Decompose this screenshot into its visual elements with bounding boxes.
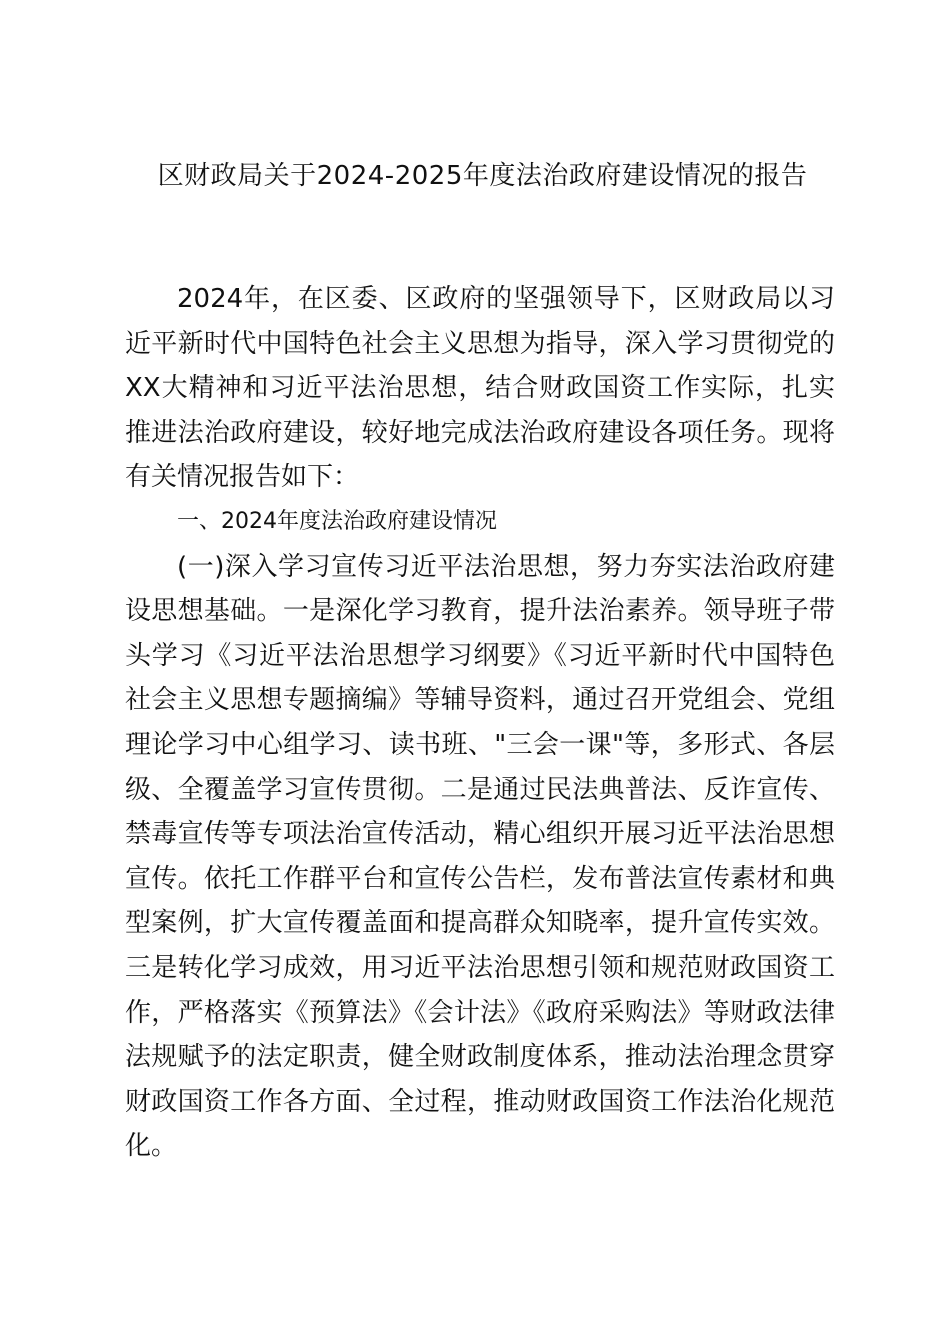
document-body bbox=[125, 277, 835, 1169]
intro-paragraph: 2024年，在区委、区政府的坚强领导下，区财政局以习近平新时代中国特色社会主义思想为指导，深入学习贯彻党的XX大精神和习近平法治思想，结合财政国资工作实际，扎实推进法治政府建设，较好地完成法治政府建设各项任务。现将有关情况报告如下： bbox=[125, 284, 835, 493]
document-title: 区财政局关于2024-2025年度法治政府建设情况的报告 bbox=[157, 161, 808, 191]
body-paragraph: (一)深入学习宣传习近平法治思想，努力夯实法治政府建设思想基础。一是深化学习教育，提升法治素养。领导班子带头学习《习近平法治思想学习纲要》《习近平新时代中国特色社会主义思想专题摘编》等辅导资料，通过召开党组会、党组理论学习中心组学习、读书班、"三会一课"等，多形式、各层级、全覆盖学习宣传贯彻。二是通过民法典普法、反诈宣传、禁毒宣传等专项法治宣传活动，精心组织开展习近平法治思想宣传。依托工作群平台和宣传公告栏，发布普法宣传素材和典型案例，扩大宣传覆盖面和提高群众知晓率，提升宣传实效。三是转化学习成效，用习近平法治思想引领和规范财政国资工作，严格落实《预算法》《会计法》《政府采购法》等财政法律法规赋予的法定职责，健全财政制度体系，推动法治理念贯穿财政国资工作各方面、全过程，推动财政国资工作法治化规范化。 bbox=[125, 551, 835, 1162]
section-heading: 一、2024年度法治政府建设情况 bbox=[177, 508, 497, 534]
